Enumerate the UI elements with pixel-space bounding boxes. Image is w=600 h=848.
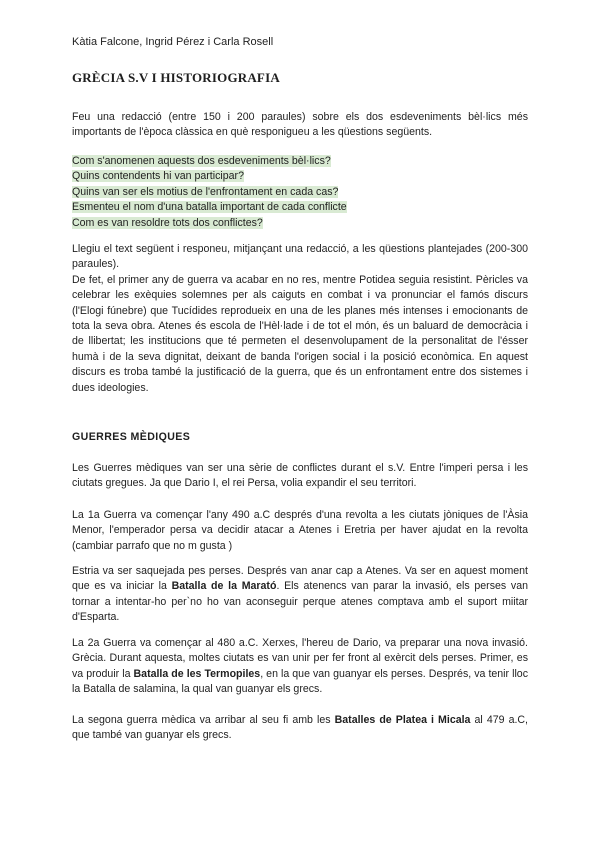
question-item: Com es van resoldre tots dos conflictes? bbox=[72, 216, 263, 229]
paragraph-marathon: Estria va ser saquejada pes perses. Després van anar cap a Atenes. Va ser en aquest moment que es va iniciar la Batalla de la Marató. Els atenencs van parar la invasió, els perses van tornar a intentar-ho per`no ho van aconseguir perque atenes comptava amb el suport miitar d'Esparta. bbox=[72, 565, 529, 624]
question-item: Com s'anomenen aquests dos esdeveniments bèl·lics? bbox=[72, 155, 331, 167]
questions-list bbox=[72, 154, 528, 231]
battle-name: Batalles de Platea i Micala bbox=[334, 714, 471, 726]
paragraph-intro-wars: Les Guerres mèdiques van ser una sèrie de conflictes durant el s.V. Entre l'imperi persa i les ciutats gregues. Ja que Dario I, el rei Persa, volia expandir el seu territori. bbox=[72, 462, 528, 490]
battle-name: Batalla de la Marató bbox=[171, 580, 277, 593]
intro-paragraph: Feu una redacció (entre 150 i 200 paraules) sobre els dos esdeveniments bèl·lics més importants de l'època clàssica en què responigueu a les qüestions següents. bbox=[72, 111, 528, 139]
document-title: GRÈCIA S.V I HISTORIOGRAFIA bbox=[72, 70, 280, 85]
paragraph-end-war: La segona guerra mèdica va arribar al seu fi amb les Batalles de Platea i Micala al 479 a.C, que també van guanyar els grecs. bbox=[72, 714, 529, 742]
paragraph-second-war: La 2a Guerra va començar al 480 a.C. Xerxes, l'hereu de Dario, va preparar una nova invasió. Grècia. Durant aquesta, moltes ciutats es van unir per fer front al exèrcit dels perses. Primer, es va produir la Batalla de les Termopiles, en la que van guanyar els perses. Després, va tenir lloc la Batalla de salamina, la qual van guanyar els grecs. bbox=[72, 637, 528, 696]
battle-name: Batalla de les Termopiles bbox=[133, 667, 261, 680]
question-item: Quins van ser els motius de l'enfrontament en cada cas? bbox=[72, 185, 339, 198]
reading-text: De fet, el primer any de guerra va acabar en no res, mentre Potidea seguia resistint. Pèricles va celebrar les exèquies solemnes per als caiguts en combat i va pronunciar el famós discurs (l'Elogi fúnebre) que Tucídides reprodueix en una de les planes més intenses i emocionants de tota la seva obra. Atenes és escola de l'Hèl·lade i de tot el món, és un baluard de democràcia i de llibertat; les institucions que té permeten el desenvolupament de la personalitat de l'ésser humà i de la seva dignitat, deixant de banda l'origen social i la posició econòmica. En aquest discurs es troba també la justificació de la guerra, que és un enfrontament entre dos sistemes i dues ideologies. bbox=[72, 273, 528, 394]
question-item: Esmenteu el nom d'una batalla important de cada conflicte bbox=[72, 201, 347, 214]
authors-header: Kàtia Falcone, Ingrid Pérez i Carla Rosell bbox=[72, 36, 274, 48]
reading-section bbox=[72, 242, 528, 396]
paragraph-first-war: La 1a Guerra va començar l'any 490 a.C després d'una revolta a les ciutats jòniques de l'Àsia Menor, l'emperador persa va decidir atacar a Atenes i Eretria per haver ajudat en la revolta (cambiar parrafo que no m gusta ) bbox=[72, 509, 528, 552]
reading-instructions: Llegiu el text següent i responeu, mitjançant una redacció, a les qüestions plantejades (200-300 paraules). bbox=[72, 243, 528, 271]
question-item: Quins contendents hi van participar? bbox=[72, 170, 244, 183]
section-heading: GUERRES MÈDIQUES bbox=[72, 431, 191, 443]
